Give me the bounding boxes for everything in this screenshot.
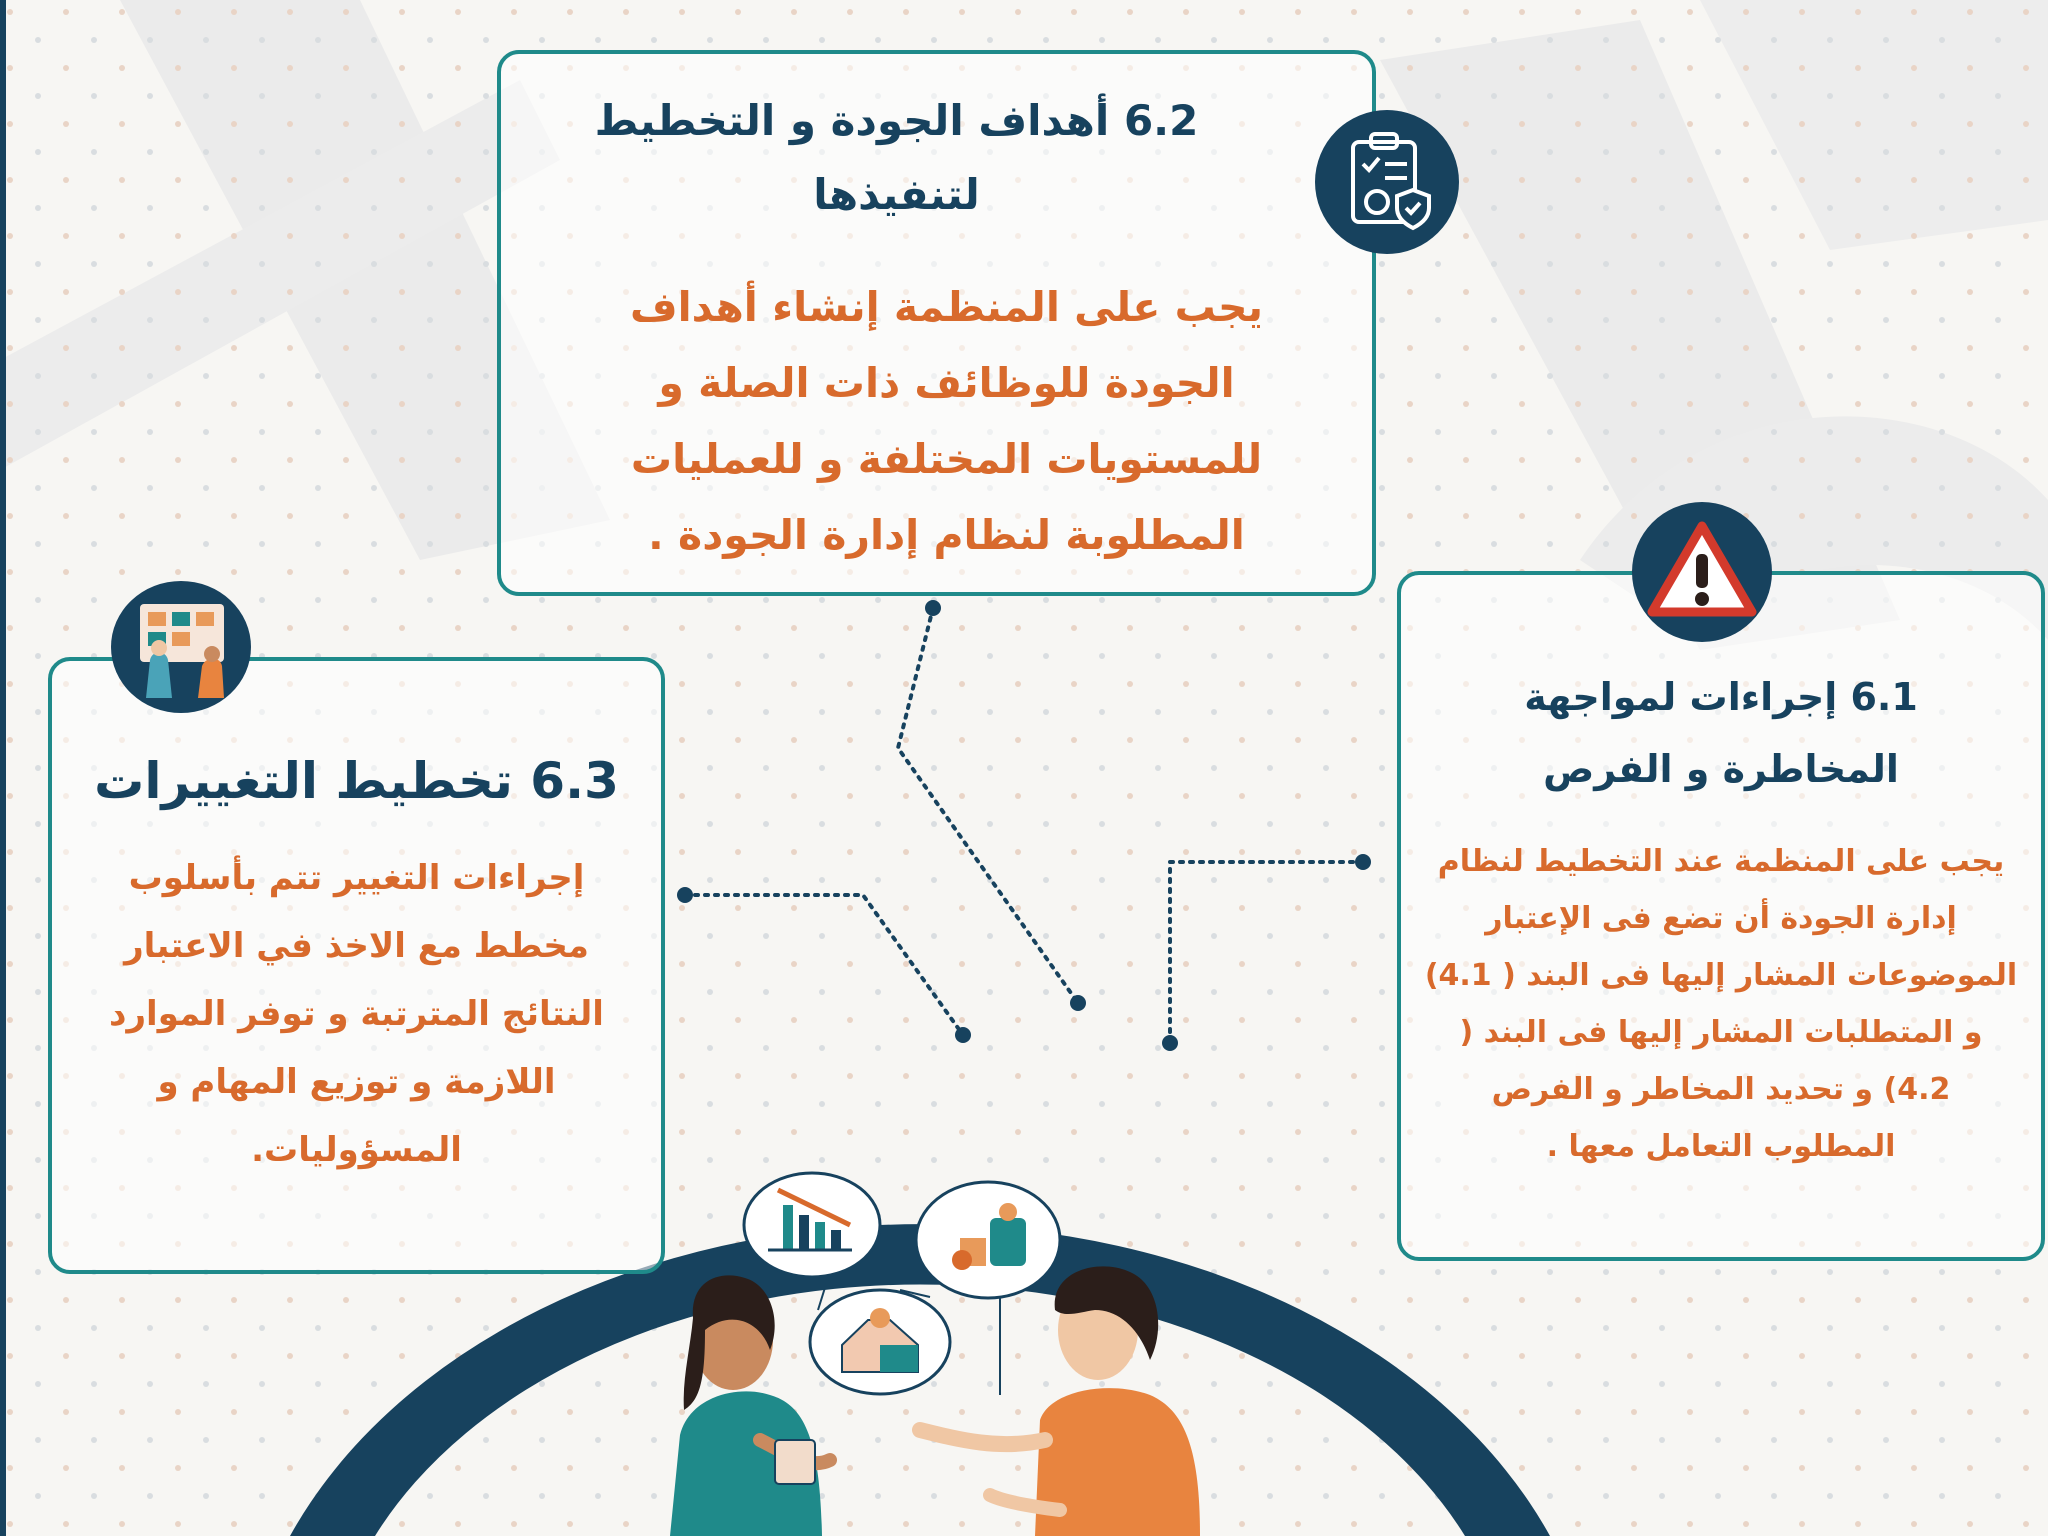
connector-dots: [677, 600, 1371, 1051]
team-planning-board-icon: [110, 580, 252, 714]
section-title: 6.1 إجراءات لمواجهة المخاطرة و الفرص: [1524, 675, 1918, 791]
bar-chart-icon: [744, 1173, 880, 1277]
coins-jar-icon: [916, 1182, 1060, 1298]
section-card-6-3: [48, 657, 665, 1274]
section-body: يجب على المنظمة عند التخطيط لنظام إدارة الجودة أن تضع فى الإعتبار الموضوعات المشار إليها فى البند ( 4.1) و المتطلبات المشار إليها فى البند ( 4.2) و تحديد المخاطر و الفرص المطلوب التعامل معها .: [1424, 844, 2018, 1164]
warning-triangle-icon: [1630, 500, 1774, 644]
section-title: 6.3 تخطيط التغييرات: [94, 752, 619, 810]
section-card-6-2: [497, 50, 1376, 596]
house-coin-icon: [810, 1290, 950, 1394]
connector-lines: [685, 608, 1363, 1043]
woman-figure: [670, 1275, 830, 1536]
clipboard-gear-shield-icon: [1313, 108, 1461, 256]
section-title: 6.2 أهداف الجودة و التخطيط لتنفيذها: [594, 96, 1199, 219]
section-body: إجراءات التغيير تتم بأسلوب مخطط مع الاخذ في الاعتبار النتائج المترتبة و توفر الموارد اللازمة و توزيع المهام و المسؤوليات.: [109, 858, 604, 1170]
section-body: يجب على المنظمة إنشاء أهداف الجودة للوظائف ذات الصلة و للمستويات المختلفة و للعمليات المطلوبة لنظام إدارة الجودة .: [630, 283, 1263, 559]
section-card-6-1: [1397, 571, 2045, 1261]
